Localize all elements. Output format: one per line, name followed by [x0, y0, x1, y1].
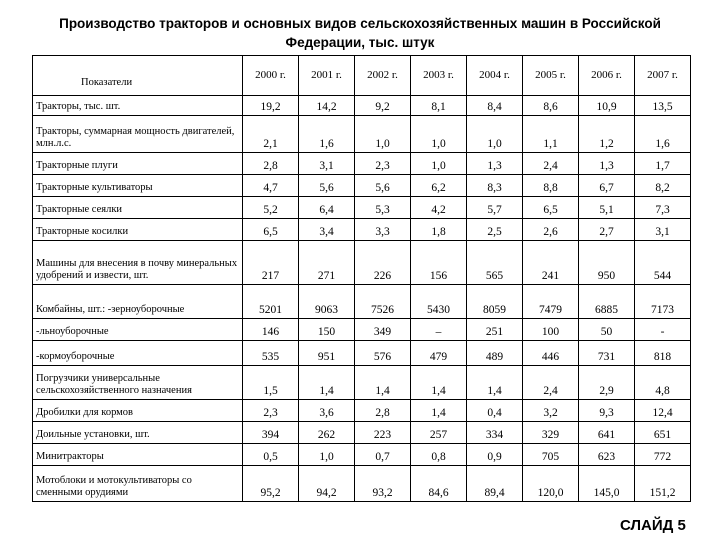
row-label: Машины для внесения в почву минеральных удобрений и извести, шт. — [33, 241, 243, 285]
cell-value: 7526 — [355, 285, 411, 319]
table-row — [33, 197, 691, 219]
cell-value: 2,8 — [243, 153, 299, 175]
cell-value: – — [411, 319, 467, 341]
cell-value: 9,2 — [355, 96, 411, 116]
cell-value: 1,5 — [243, 366, 299, 400]
cell-value: 479 — [411, 341, 467, 366]
cell-value: 3,3 — [355, 219, 411, 241]
cell-value: 544 — [635, 241, 691, 285]
cell-value: 1,2 — [579, 116, 635, 153]
cell-value: 7479 — [523, 285, 579, 319]
cell-value: 7,3 — [635, 197, 691, 219]
table-body — [33, 96, 691, 502]
cell-value: 1,0 — [411, 116, 467, 153]
cell-value: 10,9 — [579, 96, 635, 116]
cell-value: 9,3 — [579, 400, 635, 422]
cell-value: 349 — [355, 319, 411, 341]
cell-value: 731 — [579, 341, 635, 366]
year-header: 2002 г. — [355, 56, 411, 96]
cell-value: 623 — [579, 444, 635, 466]
cell-value: 3,6 — [299, 400, 355, 422]
table-row — [33, 341, 691, 366]
year-header: 2004 г. — [467, 56, 523, 96]
cell-value: 2,3 — [243, 400, 299, 422]
cell-value: 951 — [299, 341, 355, 366]
table-row — [33, 400, 691, 422]
cell-value: 576 — [355, 341, 411, 366]
cell-value: 8,2 — [635, 175, 691, 197]
cell-value: 1,3 — [467, 153, 523, 175]
table-row — [33, 241, 691, 285]
cell-value: 3,2 — [523, 400, 579, 422]
cell-value: 6,5 — [243, 219, 299, 241]
header-row — [33, 56, 691, 96]
cell-value: 565 — [467, 241, 523, 285]
cell-value: 4,7 — [243, 175, 299, 197]
row-label: Тракторные плуги — [33, 153, 243, 175]
year-header: 2007 г. — [635, 56, 691, 96]
row-label: Мотоблоки и мотокультиваторы со сменными орудиями — [33, 466, 243, 502]
row-label: -льноуборочные — [33, 319, 243, 341]
cell-value: 0,4 — [467, 400, 523, 422]
cell-value: 1,6 — [635, 116, 691, 153]
cell-value: 1,0 — [411, 153, 467, 175]
cell-value: 6885 — [579, 285, 635, 319]
cell-value: 2,6 — [523, 219, 579, 241]
cell-value: 223 — [355, 422, 411, 444]
table-row — [33, 175, 691, 197]
cell-value: 3,4 — [299, 219, 355, 241]
cell-value: 5,6 — [355, 175, 411, 197]
cell-value: 19,2 — [243, 96, 299, 116]
cell-value: 5,2 — [243, 197, 299, 219]
cell-value: 251 — [467, 319, 523, 341]
cell-value: 2,3 — [355, 153, 411, 175]
cell-value: 0,9 — [467, 444, 523, 466]
cell-value: 217 — [243, 241, 299, 285]
cell-value: 12,4 — [635, 400, 691, 422]
cell-value: 8,3 — [467, 175, 523, 197]
row-label: Минитракторы — [33, 444, 243, 466]
cell-value: 150 — [299, 319, 355, 341]
cell-value: 2,8 — [355, 400, 411, 422]
cell-value: 0,8 — [411, 444, 467, 466]
cell-value: 2,1 — [243, 116, 299, 153]
row-label: Тракторы, тыс. шт. — [33, 96, 243, 116]
cell-value: 329 — [523, 422, 579, 444]
cell-value: 8,4 — [467, 96, 523, 116]
cell-value: 1,6 — [299, 116, 355, 153]
cell-value: 8,1 — [411, 96, 467, 116]
row-label: Дробилки для кормов — [33, 400, 243, 422]
header-label: Показатели — [33, 56, 243, 96]
table-row — [33, 285, 691, 319]
cell-value: 226 — [355, 241, 411, 285]
cell-value: 5430 — [411, 285, 467, 319]
cell-value: 146 — [243, 319, 299, 341]
cell-value: 1,4 — [467, 366, 523, 400]
cell-value: 394 — [243, 422, 299, 444]
cell-value: 9063 — [299, 285, 355, 319]
cell-value: 1,0 — [355, 116, 411, 153]
cell-value: 651 — [635, 422, 691, 444]
cell-value: 950 — [579, 241, 635, 285]
cell-value: 446 — [523, 341, 579, 366]
cell-value: 84,6 — [411, 466, 467, 502]
cell-value: 94,2 — [299, 466, 355, 502]
cell-value: 5,3 — [355, 197, 411, 219]
cell-value: 1,1 — [523, 116, 579, 153]
cell-value: 1,3 — [579, 153, 635, 175]
cell-value: 6,5 — [523, 197, 579, 219]
year-header: 2005 г. — [523, 56, 579, 96]
cell-value: 641 — [579, 422, 635, 444]
cell-value: 95,2 — [243, 466, 299, 502]
cell-value: 334 — [467, 422, 523, 444]
table-row — [33, 444, 691, 466]
table-row — [33, 366, 691, 400]
cell-value: 5,6 — [299, 175, 355, 197]
year-header: 2006 г. — [579, 56, 635, 96]
cell-value: 6,7 — [579, 175, 635, 197]
cell-value: 489 — [467, 341, 523, 366]
row-label: Погрузчики универсальные сельскохозяйственного назначения — [33, 366, 243, 400]
cell-value: 535 — [243, 341, 299, 366]
cell-value: 5,1 — [579, 197, 635, 219]
cell-value: 3,1 — [299, 153, 355, 175]
cell-value: 0,5 — [243, 444, 299, 466]
table-row — [33, 219, 691, 241]
row-label: Комбайны, шт.: -зерноуборочные — [33, 285, 243, 319]
slide-number: СЛАЙД 5 — [620, 517, 686, 534]
cell-value: 1,7 — [635, 153, 691, 175]
production-table — [32, 55, 691, 502]
page-title: Производство тракторов и основных видов сельскохозяйственных машин в Российской Федерации, тыс. штук — [59, 16, 661, 50]
cell-value: 2,5 — [467, 219, 523, 241]
cell-value: 271 — [299, 241, 355, 285]
cell-value: 89,4 — [467, 466, 523, 502]
cell-value: 705 — [523, 444, 579, 466]
cell-value: 93,2 — [355, 466, 411, 502]
cell-value: 13,5 — [635, 96, 691, 116]
cell-value: 0,7 — [355, 444, 411, 466]
cell-value: 1,4 — [411, 400, 467, 422]
cell-value: 145,0 — [579, 466, 635, 502]
table-row — [33, 153, 691, 175]
cell-value: 1,0 — [299, 444, 355, 466]
cell-value: 2,7 — [579, 219, 635, 241]
table-row — [33, 96, 691, 116]
cell-value: 1,0 — [467, 116, 523, 153]
cell-value: 6,2 — [411, 175, 467, 197]
year-header: 2001 г. — [299, 56, 355, 96]
cell-value: 1,4 — [299, 366, 355, 400]
cell-value: 4,8 — [635, 366, 691, 400]
cell-value: 8,8 — [523, 175, 579, 197]
row-label: Тракторные культиваторы — [33, 175, 243, 197]
cell-value: 151,2 — [635, 466, 691, 502]
table-row — [33, 116, 691, 153]
year-header: 2003 г. — [411, 56, 467, 96]
cell-value: 262 — [299, 422, 355, 444]
cell-value: 1,4 — [411, 366, 467, 400]
cell-value: 8,6 — [523, 96, 579, 116]
row-label: Доильные установки, шт. — [33, 422, 243, 444]
cell-value: 120,0 — [523, 466, 579, 502]
cell-value: 14,2 — [299, 96, 355, 116]
cell-value: 2,4 — [523, 366, 579, 400]
cell-value: 100 — [523, 319, 579, 341]
cell-value: 2,9 — [579, 366, 635, 400]
cell-value: 1,8 — [411, 219, 467, 241]
row-label: Тракторы, суммарная мощность двигателей, млн.л.с. — [33, 116, 243, 153]
cell-value: 50 — [579, 319, 635, 341]
table-row — [33, 319, 691, 341]
year-header: 2000 г. — [243, 56, 299, 96]
cell-value: 241 — [523, 241, 579, 285]
cell-value: 5,7 — [467, 197, 523, 219]
cell-value: 5201 — [243, 285, 299, 319]
cell-value: 4,2 — [411, 197, 467, 219]
cell-value: 156 — [411, 241, 467, 285]
cell-value: 7173 — [635, 285, 691, 319]
cell-value: 2,4 — [523, 153, 579, 175]
cell-value: 3,1 — [635, 219, 691, 241]
cell-value: 818 — [635, 341, 691, 366]
cell-value: 6,4 — [299, 197, 355, 219]
table-row — [33, 466, 691, 502]
cell-value: 1,4 — [355, 366, 411, 400]
row-label: Тракторные косилки — [33, 219, 243, 241]
cell-value: 257 — [411, 422, 467, 444]
table-row — [33, 422, 691, 444]
cell-value: - — [635, 319, 691, 341]
row-label: -кормоуборочные — [33, 341, 243, 366]
cell-value: 772 — [635, 444, 691, 466]
cell-value: 8059 — [467, 285, 523, 319]
row-label: Тракторные сеялки — [33, 197, 243, 219]
